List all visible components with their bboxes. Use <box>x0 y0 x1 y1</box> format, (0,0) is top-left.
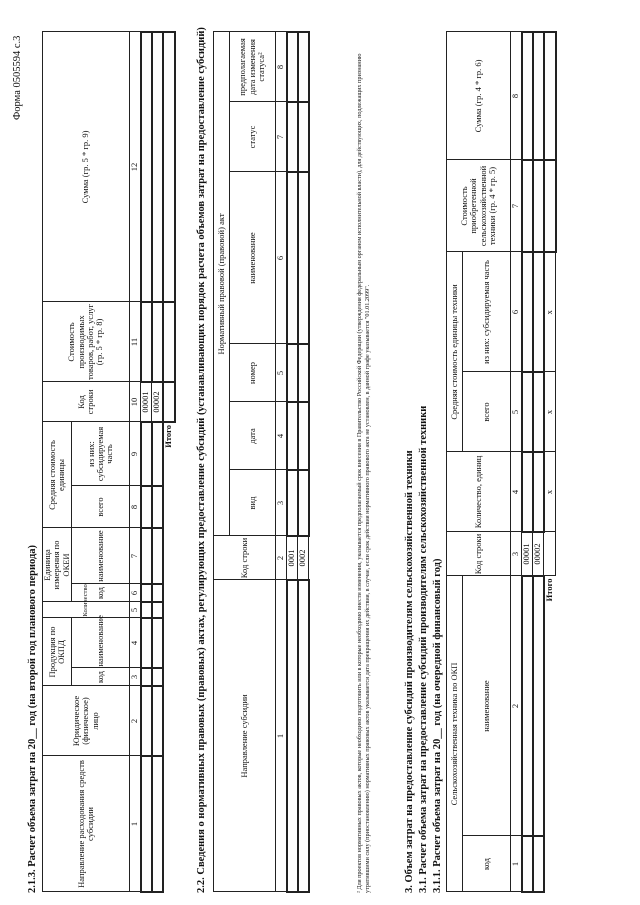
x-mark: x <box>544 452 556 532</box>
hdr-sum: Сумма (гр. 5 * гр. 9) <box>43 32 130 302</box>
col-num: 2 <box>130 686 141 756</box>
hdr-code: код <box>463 836 511 892</box>
col-num: 3 <box>276 470 287 536</box>
hdr-row-code: Код строки <box>214 536 276 580</box>
col-num: 4 <box>130 618 141 668</box>
hdr-act-number: номер <box>230 344 276 402</box>
table-2-2 <box>213 31 310 893</box>
hdr-row-code: Код строки <box>43 382 130 422</box>
hdr-okei-code: код <box>72 584 130 602</box>
row-code: 00001 <box>522 532 533 576</box>
hdr-quantity: Количество, единиц <box>447 452 511 532</box>
column-number-row <box>276 32 287 892</box>
table-row <box>287 32 298 892</box>
col-num: 1 <box>276 580 287 892</box>
col-num: 5 <box>130 602 141 618</box>
total-label: Итого <box>163 424 174 448</box>
hdr-okei-name: наименование <box>72 528 130 584</box>
col-num: 7 <box>511 160 522 252</box>
col-num: 11 <box>130 302 141 382</box>
col-num: 4 <box>276 402 287 470</box>
col-num: 8 <box>276 32 287 102</box>
hdr-subsidized: из них: субсидируемая часть <box>463 252 511 372</box>
hdr-subsidy-direction: Направление субсидии <box>214 580 276 892</box>
col-num: 2 <box>511 576 522 836</box>
hdr-okei: Единица измерения по ОКЕИ <box>43 528 72 602</box>
hdr-legal-entity: Юридическое (физическое) лицо <box>43 686 130 756</box>
hdr-subsidized: из них: субсидируемая часть <box>72 422 130 486</box>
column-number-row <box>130 32 141 892</box>
table-2-1-3 <box>42 31 176 893</box>
hdr-purchase-cost: Стоимость приобретенной сельскохозяйственной техники (гр. 4 * гр. 5) <box>447 160 511 252</box>
table-row <box>533 32 544 892</box>
x-mark: x <box>544 252 556 372</box>
hdr-okpd-name: наименование <box>72 618 130 668</box>
col-num: 12 <box>130 32 141 302</box>
total-label: Итого <box>544 578 555 602</box>
hdr-row-code: Код строки <box>447 532 511 576</box>
hdr-act-name: наименование <box>230 172 276 344</box>
hdr-act-status: статус <box>230 102 276 172</box>
section-3-title: 3. Объем затрат на предоставление субсидий производителям сельскохозяйственной техники <box>404 450 415 893</box>
col-num: 4 <box>511 452 522 532</box>
col-num: 8 <box>511 32 522 160</box>
col-num: 6 <box>511 252 522 372</box>
section-2-2-title: 2.2. Сведения о нормативных правовых (правовых) актах, регулирующих предоставление субсидий (устанавливающих порядок расчета объемов затрат на предоставление субсидий) <box>196 27 207 893</box>
row-code: 0001 <box>287 536 298 580</box>
col-num: 3 <box>130 668 141 686</box>
footnote: ² Для проектов нормативных правовых актов, которые необходимо подготовить или в которые необходимо внести изменения, указывается предполагаемый срок внесения в Правительство Российской Федерации (утверждения федеральным органом исполнительной власти), для действующих, подлежащих признанию утратившими силу (приостановлению) нормативных правовых актов указывается дата прекращения их действия, в случае, если срок действия нормативного правового акта не установлен, в данной графе указывается "01.01.2099". <box>356 53 371 893</box>
col-num: 3 <box>511 532 522 576</box>
col-num: 5 <box>276 344 287 402</box>
table-row <box>298 32 309 892</box>
column-number-row <box>511 32 522 892</box>
col-num: 7 <box>276 102 287 172</box>
row-code: 00002 <box>533 532 544 576</box>
col-num: 1 <box>511 836 522 892</box>
hdr-agri-tech: Сельскохозяйственная техника по ОКП <box>447 576 463 892</box>
col-num: 8 <box>130 486 141 528</box>
col-num: 6 <box>276 172 287 344</box>
form-code: Форма 0505594 с.3 <box>12 35 23 120</box>
col-num: 2 <box>276 536 287 580</box>
hdr-goods-cost: Стоимость производимых товаров, работ, услуг (гр. 5 * гр. 8) <box>43 302 130 382</box>
hdr-sum: Сумма (гр. 4 * гр. 6) <box>447 32 511 160</box>
hdr-okpd: Продукция по ОКПД <box>43 618 72 686</box>
hdr-total: всего <box>463 372 511 452</box>
col-num: 6 <box>130 584 141 602</box>
table-3-1-1 <box>446 31 557 893</box>
hdr-okpd-code: код <box>72 668 130 686</box>
hdr-avg-cost: Средняя стоимость единицы техники <box>447 252 463 452</box>
row-code: 0002 <box>298 536 309 580</box>
section-2-1-3-title: 2.1.3. Расчет объема затрат на 20__ год (на второй год планового периода) <box>27 544 38 893</box>
total-row <box>163 32 175 892</box>
hdr-avg-cost: Средняя стоимость единицы <box>43 422 72 528</box>
hdr-act-date: дата <box>230 402 276 470</box>
hdr-total: всего <box>72 486 130 528</box>
hdr-direction: Направление расходования средств субсидии <box>43 756 130 892</box>
hdr-quantity: Количество <box>43 602 130 618</box>
col-num: 10 <box>130 382 141 422</box>
hdr-act-kind: вид <box>230 470 276 536</box>
table-row <box>152 32 163 892</box>
col-num: 1 <box>130 756 141 892</box>
col-num: 5 <box>511 372 522 452</box>
table-row <box>141 32 152 892</box>
row-code: 00002 <box>152 382 163 422</box>
section-3-1-1-title: 3.1.1. Расчет объема затрат на 20__ год (на очередной финансовый год) <box>432 558 443 893</box>
section-3-1-title: 3.1. Расчет объема затрат на предоставление субсидий производителям сельскохозяйственной техники <box>418 405 429 893</box>
col-num: 7 <box>130 528 141 584</box>
col-num: 9 <box>130 422 141 486</box>
row-code: 00001 <box>141 382 152 422</box>
hdr-legal-act: Нормативный правовой (правовой) акт <box>214 32 230 536</box>
hdr-expected-date: предполагаемая дата изменения статуса² <box>230 32 276 102</box>
total-row <box>544 32 556 892</box>
table-row <box>522 32 533 892</box>
hdr-name: наименование <box>463 576 511 836</box>
x-mark: x <box>544 372 556 452</box>
